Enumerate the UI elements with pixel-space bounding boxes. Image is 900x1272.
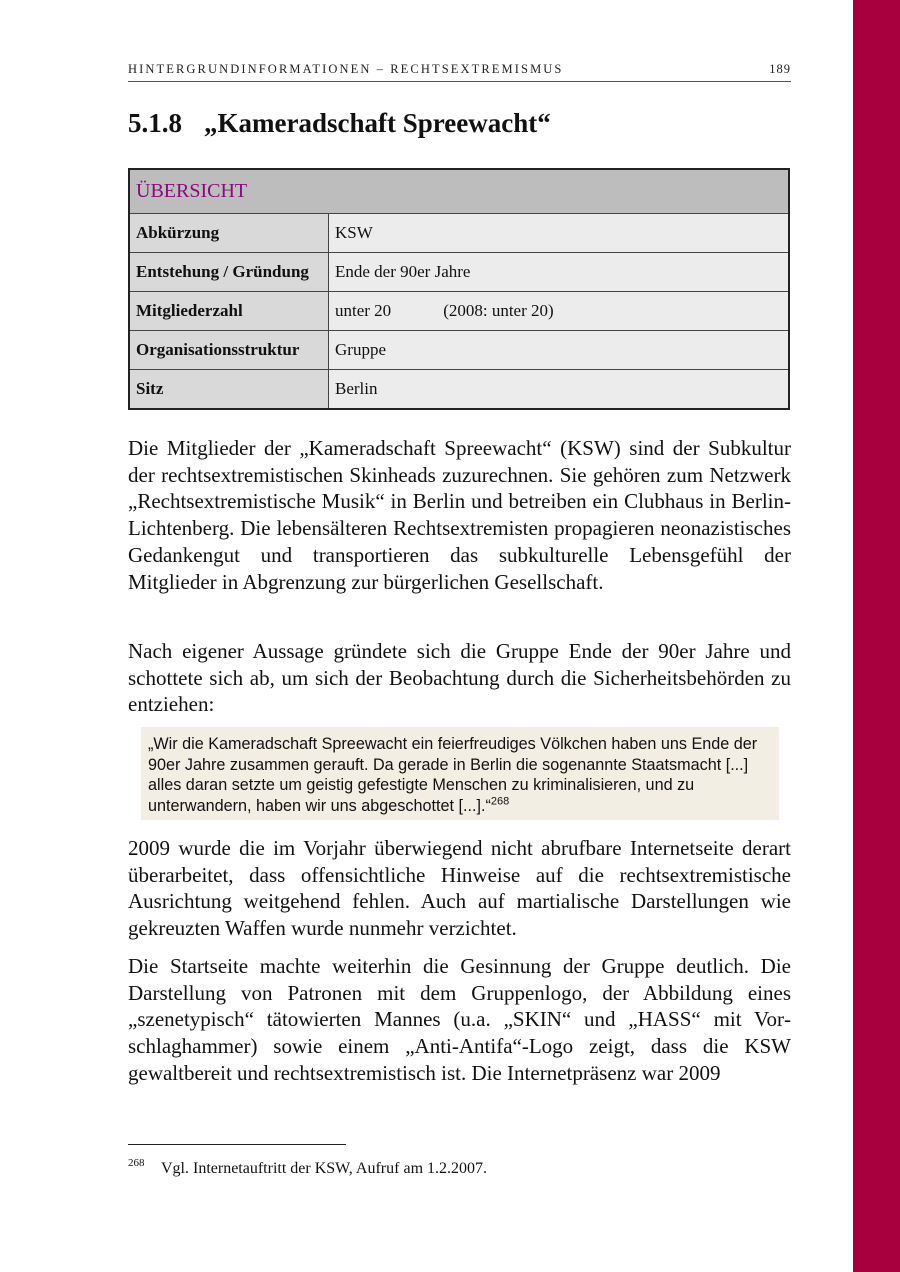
section-number: 5.1.8: [128, 108, 182, 138]
block-quote: [141, 727, 779, 820]
row-value: Berlin: [329, 370, 790, 410]
row-label: Entstehung / Gründung: [129, 253, 329, 292]
table-row: [129, 331, 789, 370]
body-paragraph: Die Startseite machte weiterhin die Gesinnung der Gruppe deutlich. Die Darstellung von Patronen mit dem Gruppenlogo, der Abbildung eines „szenetypisch“ tätowierten Mannes (u.a. „SKIN“ und „HASS“ mit Vorschlaghammer) sowie einem „Anti-Antifa“-Logo zeigt, dass die KSW gewaltbereit und rechtsextremistisch ist. Die Internetpräsenz war 2009: [128, 954, 791, 1085]
member-count: unter 20: [335, 301, 392, 320]
row-label: Mitgliederzahl: [129, 292, 329, 331]
overview-header: ÜBERSICHT: [129, 169, 789, 214]
running-head-title: HINTERGRUNDINFORMATIONEN – RECHTSEXTREMISMUS: [128, 62, 564, 76]
table-row: [129, 253, 789, 292]
body-paragraph: 2009 wurde die im Vorjahr überwiegend nicht abrufbare Internetseite derart überarbeitet, dass offensichtliche Hinweise auf die rechtsextremistische Ausrichtung weitgehend fehlen. Auch auf martialische Darstellungen wie gekreuzten Waffen wurde nunmehr verzichtet.: [128, 836, 791, 941]
footnote-number: 268: [128, 1157, 145, 1169]
quote-text: „Wir die Kameradschaft Spreewacht ein feierfreudiges Völkchen haben uns Ende der 90er Jahre zusammen gerauft. Da gerade in Berlin die sogenannte Staatsmacht [...] alles daran setzte um geistig gefestigte Menschen zu kriminalisieren, und zu unterwandern, haben wir uns abgeschottet [...].“: [148, 735, 758, 815]
row-label: Organisationsstruktur: [129, 331, 329, 370]
running-head: [128, 62, 791, 82]
footnote: [128, 1157, 488, 1178]
footnote-text: Vgl. Internetauftritt der KSW, Aufruf am 1.2.2007.: [161, 1160, 488, 1177]
row-value: KSW: [329, 214, 790, 253]
footnote-divider: [128, 1144, 346, 1145]
side-color-bar: [853, 0, 900, 1272]
row-value: [329, 292, 790, 331]
section-heading: [128, 108, 551, 139]
footnote-ref[interactable]: 268: [490, 795, 510, 808]
body-paragraph: Nach eigener Aussage gründete sich die Gruppe Ende der 90er Jahre und schottete sich ab, um sich der Beobachtung durch die Sicherheitsbehörden zu entziehen:: [128, 639, 791, 717]
table-row: [129, 370, 789, 410]
table-row: [129, 292, 789, 331]
body-paragraph: Die Mitglieder der „Kameradschaft Spreewacht“ (KSW) sind der Subkultur der rechtsextremistischen Skinheads zuzurechnen. Sie gehören zum Netzwerk „Rechtsextremistische Musik“ in Berlin und betreiben ein Clubhaus in Berlin-Lichtenberg. Die lebensälteren Rechtsextremisten propagieren neonazistisches Gedankengut und transportieren das subkulturelle Lebensgefühl der Mitglieder in Abgrenzung zur bürgerlichen Gesellschaft.: [128, 436, 791, 594]
overview-table: [128, 168, 790, 410]
row-label: Abkürzung: [129, 214, 329, 253]
page-number: 189: [769, 62, 791, 76]
row-value: Ende der 90er Jahre: [329, 253, 790, 292]
row-value: Gruppe: [329, 331, 790, 370]
table-row: [129, 214, 789, 253]
section-title: „Kameradschaft Spreewacht“: [204, 108, 551, 138]
row-label: Sitz: [129, 370, 329, 410]
member-count-previous: (2008: unter 20): [443, 301, 554, 320]
